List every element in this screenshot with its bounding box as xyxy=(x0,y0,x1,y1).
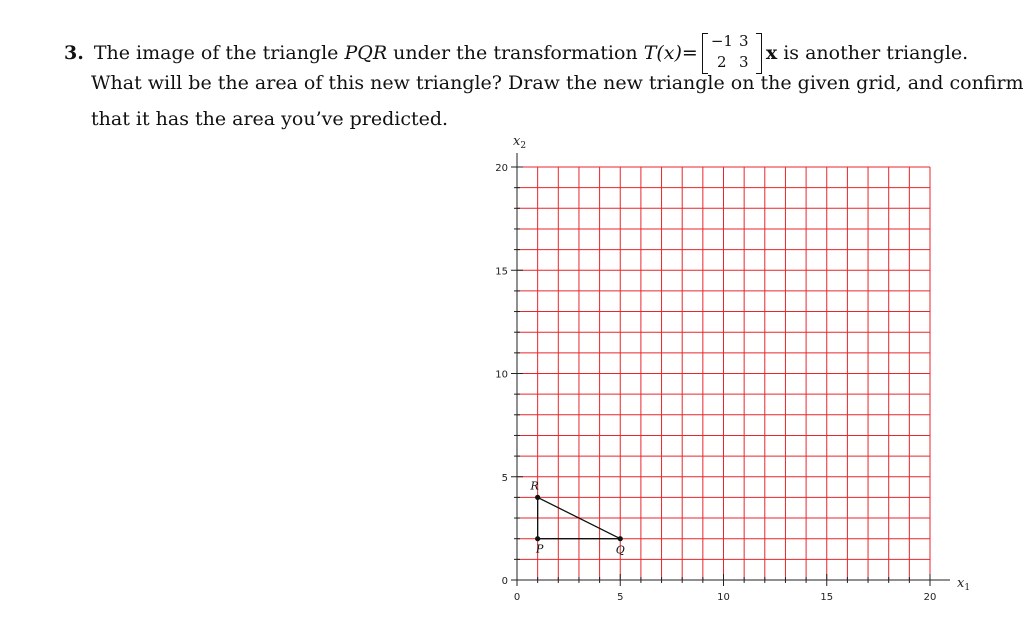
x-tick-label: 20 xyxy=(923,592,937,603)
problem-intro-text: The image of the triangle xyxy=(93,42,345,64)
point-q xyxy=(618,536,623,541)
y-tick-label: 20 xyxy=(495,163,508,174)
matrix-entry-c: 2 xyxy=(717,53,727,71)
y-tick-label: 15 xyxy=(495,266,508,278)
y-tick-label: 5 xyxy=(501,472,508,484)
x-axis-label: $x_1$ xyxy=(957,576,971,593)
x-tick-label: 15 xyxy=(820,592,834,603)
point-r xyxy=(535,495,540,500)
transform-label: T(x)= xyxy=(643,42,698,64)
point-label-p: P xyxy=(535,542,544,556)
y-tick-label: 0 xyxy=(501,576,508,587)
x-tick-label: 10 xyxy=(717,592,730,603)
x-tick-label: 5 xyxy=(617,592,624,603)
matrix-entry-a: −1 xyxy=(710,32,733,50)
vector-x: x xyxy=(765,42,778,64)
y-tick-label: 10 xyxy=(495,369,508,381)
x-tick-label: 0 xyxy=(513,592,521,603)
problem-number: 3. xyxy=(64,42,84,64)
y-axis-label: $x_2$ xyxy=(513,134,527,151)
point-label-r: R xyxy=(530,479,539,493)
problem-under-text: under the transformation xyxy=(387,42,644,64)
problem-after-text: is another triangle. xyxy=(777,42,969,64)
matrix-entry-d: 3 xyxy=(739,53,749,71)
point-p xyxy=(535,536,540,541)
problem-line-3: that it has the area you’ve predicted. xyxy=(91,108,449,130)
matrix-entry-b: 3 xyxy=(739,32,749,50)
triangle-name: PQR xyxy=(344,42,388,64)
problem-line-2: What will be the area of this new triangle? Draw the new triangle on the given grid, and confirm xyxy=(91,72,1024,94)
point-label-q: Q xyxy=(615,543,625,557)
